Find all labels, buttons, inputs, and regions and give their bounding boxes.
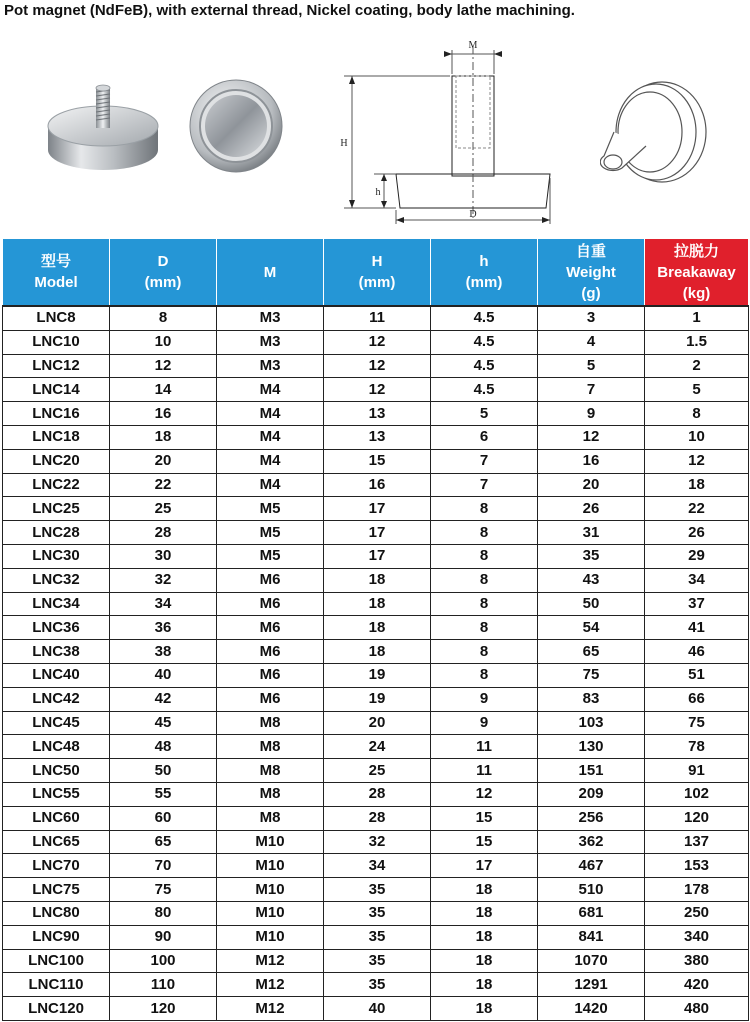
cell-base-height: 8 [431, 544, 538, 568]
cell-base-height: 18 [431, 901, 538, 925]
cell-height: 28 [324, 782, 431, 806]
cell-breakaway: 41 [645, 616, 749, 640]
header-thread: M [217, 239, 324, 307]
cell-thread: M8 [217, 782, 324, 806]
cell-height: 35 [324, 901, 431, 925]
magnet-sketch [600, 76, 710, 186]
cell-thread: M10 [217, 925, 324, 949]
table-row [3, 402, 749, 426]
spec-table-body [3, 306, 749, 1020]
cell-thread: M4 [217, 473, 324, 497]
cell-model: LNC12 [3, 354, 110, 378]
cell-model: LNC36 [3, 616, 110, 640]
table-row [3, 973, 749, 997]
cell-base-height: 11 [431, 759, 538, 783]
table-row [3, 759, 749, 783]
table-row [3, 378, 749, 402]
cell-diameter: 65 [110, 830, 217, 854]
cell-base-height: 18 [431, 949, 538, 973]
cell-breakaway: 29 [645, 544, 749, 568]
cell-breakaway: 26 [645, 521, 749, 545]
cell-diameter: 10 [110, 330, 217, 354]
header-diameter: D (mm) [110, 239, 217, 307]
table-row [3, 782, 749, 806]
cell-model: LNC28 [3, 521, 110, 545]
cell-weight: 151 [538, 759, 645, 783]
cell-weight: 83 [538, 687, 645, 711]
cell-base-height: 11 [431, 735, 538, 759]
header-base-height: h (mm) [431, 239, 538, 307]
cell-weight: 841 [538, 925, 645, 949]
table-row [3, 687, 749, 711]
cell-model: LNC8 [3, 306, 110, 330]
cell-base-height: 8 [431, 497, 538, 521]
cell-height: 35 [324, 973, 431, 997]
cell-breakaway: 153 [645, 854, 749, 878]
cell-breakaway: 78 [645, 735, 749, 759]
cell-height: 25 [324, 759, 431, 783]
dim-label-m: M [468, 40, 478, 51]
cell-base-height: 8 [431, 568, 538, 592]
cell-model: LNC50 [3, 759, 110, 783]
table-row [3, 735, 749, 759]
cell-diameter: 16 [110, 402, 217, 426]
cell-height: 18 [324, 568, 431, 592]
cell-breakaway: 420 [645, 973, 749, 997]
cell-height: 11 [324, 306, 431, 330]
cell-height: 18 [324, 616, 431, 640]
cell-weight: 7 [538, 378, 645, 402]
cell-height: 40 [324, 997, 431, 1021]
cell-thread: M12 [217, 949, 324, 973]
cell-model: LNC25 [3, 497, 110, 521]
cell-thread: M4 [217, 425, 324, 449]
cell-model: LNC40 [3, 663, 110, 687]
cell-weight: 1291 [538, 973, 645, 997]
cell-breakaway: 37 [645, 592, 749, 616]
cell-diameter: 48 [110, 735, 217, 759]
cell-model: LNC18 [3, 425, 110, 449]
cell-thread: M5 [217, 544, 324, 568]
table-row [3, 497, 749, 521]
cell-thread: M10 [217, 878, 324, 902]
table-row [3, 616, 749, 640]
cell-diameter: 50 [110, 759, 217, 783]
cell-thread: M3 [217, 330, 324, 354]
cell-base-height: 7 [431, 449, 538, 473]
cell-diameter: 18 [110, 425, 217, 449]
cell-breakaway: 250 [645, 901, 749, 925]
cell-base-height: 9 [431, 711, 538, 735]
cell-thread: M6 [217, 663, 324, 687]
cell-diameter: 28 [110, 521, 217, 545]
table-row [3, 425, 749, 449]
cell-model: LNC90 [3, 925, 110, 949]
cell-diameter: 42 [110, 687, 217, 711]
cell-weight: 1070 [538, 949, 645, 973]
cell-thread: M8 [217, 735, 324, 759]
cell-thread: M8 [217, 711, 324, 735]
cell-breakaway: 1.5 [645, 330, 749, 354]
cell-weight: 510 [538, 878, 645, 902]
cell-diameter: 34 [110, 592, 217, 616]
cell-thread: M4 [217, 378, 324, 402]
cell-diameter: 90 [110, 925, 217, 949]
cell-weight: 103 [538, 711, 645, 735]
table-row [3, 640, 749, 664]
cell-thread: M6 [217, 568, 324, 592]
magnet-side-photo [40, 68, 180, 208]
cell-model: LNC120 [3, 997, 110, 1021]
table-row [3, 925, 749, 949]
cell-weight: 50 [538, 592, 645, 616]
product-figures [0, 28, 750, 233]
cell-breakaway: 51 [645, 663, 749, 687]
cell-model: LNC45 [3, 711, 110, 735]
cell-thread: M10 [217, 854, 324, 878]
cell-model: LNC60 [3, 806, 110, 830]
cell-weight: 65 [538, 640, 645, 664]
cell-height: 24 [324, 735, 431, 759]
cell-diameter: 75 [110, 878, 217, 902]
cell-model: LNC10 [3, 330, 110, 354]
cell-height: 34 [324, 854, 431, 878]
cell-height: 12 [324, 378, 431, 402]
header-breakaway: 拉脱力 Breakaway (kg) [645, 239, 749, 307]
table-row [3, 878, 749, 902]
cell-diameter: 120 [110, 997, 217, 1021]
table-row [3, 949, 749, 973]
cell-base-height: 17 [431, 854, 538, 878]
cell-weight: 20 [538, 473, 645, 497]
cell-thread: M3 [217, 354, 324, 378]
header-model: 型号 Model [3, 239, 110, 307]
table-row [3, 306, 749, 330]
table-row [3, 473, 749, 497]
cell-weight: 43 [538, 568, 645, 592]
cell-height: 32 [324, 830, 431, 854]
cell-thread: M6 [217, 687, 324, 711]
header-weight: 自重 Weight (g) [538, 239, 645, 307]
cell-thread: M5 [217, 521, 324, 545]
cell-thread: M8 [217, 759, 324, 783]
cell-model: LNC14 [3, 378, 110, 402]
cell-model: LNC38 [3, 640, 110, 664]
cell-base-height: 5 [431, 402, 538, 426]
cell-breakaway: 34 [645, 568, 749, 592]
cell-height: 12 [324, 354, 431, 378]
cell-diameter: 70 [110, 854, 217, 878]
cell-breakaway: 75 [645, 711, 749, 735]
cell-model: LNC55 [3, 782, 110, 806]
cell-breakaway: 66 [645, 687, 749, 711]
cell-weight: 681 [538, 901, 645, 925]
cell-thread: M10 [217, 901, 324, 925]
cell-thread: M5 [217, 497, 324, 521]
cell-height: 19 [324, 663, 431, 687]
cell-weight: 3 [538, 306, 645, 330]
cell-diameter: 38 [110, 640, 217, 664]
cell-diameter: 14 [110, 378, 217, 402]
cell-height: 35 [324, 949, 431, 973]
cell-diameter: 60 [110, 806, 217, 830]
table-row [3, 663, 749, 687]
cell-diameter: 36 [110, 616, 217, 640]
cell-height: 28 [324, 806, 431, 830]
cell-breakaway: 137 [645, 830, 749, 854]
cell-breakaway: 2 [645, 354, 749, 378]
cell-base-height: 6 [431, 425, 538, 449]
cell-model: LNC42 [3, 687, 110, 711]
cell-diameter: 32 [110, 568, 217, 592]
cell-breakaway: 8 [645, 402, 749, 426]
cell-diameter: 12 [110, 354, 217, 378]
cell-thread: M3 [217, 306, 324, 330]
cell-model: LNC100 [3, 949, 110, 973]
cell-height: 18 [324, 640, 431, 664]
cell-height: 13 [324, 425, 431, 449]
cell-breakaway: 178 [645, 878, 749, 902]
table-row [3, 806, 749, 830]
cell-thread: M6 [217, 616, 324, 640]
table-row [3, 568, 749, 592]
cell-breakaway: 91 [645, 759, 749, 783]
cell-height: 17 [324, 544, 431, 568]
table-row [3, 711, 749, 735]
cell-model: LNC22 [3, 473, 110, 497]
table-row [3, 449, 749, 473]
cell-weight: 75 [538, 663, 645, 687]
cell-breakaway: 22 [645, 497, 749, 521]
cell-base-height: 8 [431, 640, 538, 664]
cell-weight: 12 [538, 425, 645, 449]
page-title: Pot magnet (NdFeB), with external thread, Nickel coating, body lathe machining. [4, 2, 575, 19]
cell-breakaway: 18 [645, 473, 749, 497]
cell-breakaway: 480 [645, 997, 749, 1021]
cell-weight: 5 [538, 354, 645, 378]
cell-breakaway: 5 [645, 378, 749, 402]
cell-diameter: 25 [110, 497, 217, 521]
cell-breakaway: 380 [645, 949, 749, 973]
dim-label-h-base: h [375, 187, 381, 198]
cell-weight: 16 [538, 449, 645, 473]
cell-breakaway: 46 [645, 640, 749, 664]
cell-breakaway: 340 [645, 925, 749, 949]
cell-height: 15 [324, 449, 431, 473]
cell-height: 13 [324, 402, 431, 426]
cell-base-height: 18 [431, 973, 538, 997]
cell-thread: M12 [217, 997, 324, 1021]
cell-diameter: 45 [110, 711, 217, 735]
cell-base-height: 18 [431, 925, 538, 949]
cell-weight: 9 [538, 402, 645, 426]
magnet-face-photo [188, 78, 284, 174]
cell-model: LNC20 [3, 449, 110, 473]
cell-base-height: 8 [431, 616, 538, 640]
cell-base-height: 18 [431, 878, 538, 902]
cell-base-height: 15 [431, 830, 538, 854]
cell-weight: 4 [538, 330, 645, 354]
table-row [3, 901, 749, 925]
cell-weight: 54 [538, 616, 645, 640]
cell-breakaway: 12 [645, 449, 749, 473]
table-header-row [3, 239, 749, 307]
cell-height: 19 [324, 687, 431, 711]
table-row [3, 854, 749, 878]
table-row [3, 330, 749, 354]
cell-height: 12 [324, 330, 431, 354]
cell-base-height: 4.5 [431, 306, 538, 330]
cell-thread: M4 [217, 449, 324, 473]
dim-label-d: D [469, 209, 477, 220]
cell-diameter: 110 [110, 973, 217, 997]
cell-breakaway: 102 [645, 782, 749, 806]
cell-thread: M8 [217, 806, 324, 830]
cell-base-height: 8 [431, 521, 538, 545]
cell-base-height: 18 [431, 997, 538, 1021]
cell-diameter: 80 [110, 901, 217, 925]
cell-thread: M6 [217, 640, 324, 664]
cell-height: 17 [324, 497, 431, 521]
cell-breakaway: 1 [645, 306, 749, 330]
cell-thread: M12 [217, 973, 324, 997]
cell-weight: 130 [538, 735, 645, 759]
cell-base-height: 15 [431, 806, 538, 830]
cell-thread: M4 [217, 402, 324, 426]
cell-weight: 362 [538, 830, 645, 854]
cell-base-height: 8 [431, 592, 538, 616]
cell-base-height: 9 [431, 687, 538, 711]
table-row [3, 544, 749, 568]
cell-model: LNC16 [3, 402, 110, 426]
dim-label-h-total: H [340, 138, 348, 149]
cell-model: LNC110 [3, 973, 110, 997]
cell-diameter: 22 [110, 473, 217, 497]
cell-height: 17 [324, 521, 431, 545]
cell-model: LNC32 [3, 568, 110, 592]
cell-base-height: 12 [431, 782, 538, 806]
table-row [3, 592, 749, 616]
cell-model: LNC30 [3, 544, 110, 568]
cell-weight: 1420 [538, 997, 645, 1021]
cell-base-height: 7 [431, 473, 538, 497]
cell-diameter: 30 [110, 544, 217, 568]
cell-diameter: 8 [110, 306, 217, 330]
table-row [3, 354, 749, 378]
table-row [3, 997, 749, 1021]
cell-model: LNC34 [3, 592, 110, 616]
cell-model: LNC80 [3, 901, 110, 925]
cell-base-height: 4.5 [431, 354, 538, 378]
cell-base-height: 4.5 [431, 378, 538, 402]
cell-weight: 35 [538, 544, 645, 568]
cell-height: 18 [324, 592, 431, 616]
spec-table [2, 238, 749, 1021]
cell-breakaway: 120 [645, 806, 749, 830]
table-row [3, 521, 749, 545]
cell-thread: M10 [217, 830, 324, 854]
cell-diameter: 40 [110, 663, 217, 687]
cell-weight: 26 [538, 497, 645, 521]
cell-height: 16 [324, 473, 431, 497]
cell-base-height: 4.5 [431, 330, 538, 354]
cell-weight: 209 [538, 782, 645, 806]
cell-model: LNC65 [3, 830, 110, 854]
cell-weight: 467 [538, 854, 645, 878]
cell-thread: M6 [217, 592, 324, 616]
cell-model: LNC48 [3, 735, 110, 759]
cell-weight: 256 [538, 806, 645, 830]
cell-height: 35 [324, 878, 431, 902]
cell-model: LNC70 [3, 854, 110, 878]
cell-height: 35 [324, 925, 431, 949]
cell-diameter: 20 [110, 449, 217, 473]
cell-model: LNC75 [3, 878, 110, 902]
dimension-drawing [334, 28, 560, 228]
cell-base-height: 8 [431, 663, 538, 687]
cell-height: 20 [324, 711, 431, 735]
cell-weight: 31 [538, 521, 645, 545]
header-height: H (mm) [324, 239, 431, 307]
table-row [3, 830, 749, 854]
cell-diameter: 55 [110, 782, 217, 806]
cell-breakaway: 10 [645, 425, 749, 449]
cell-diameter: 100 [110, 949, 217, 973]
